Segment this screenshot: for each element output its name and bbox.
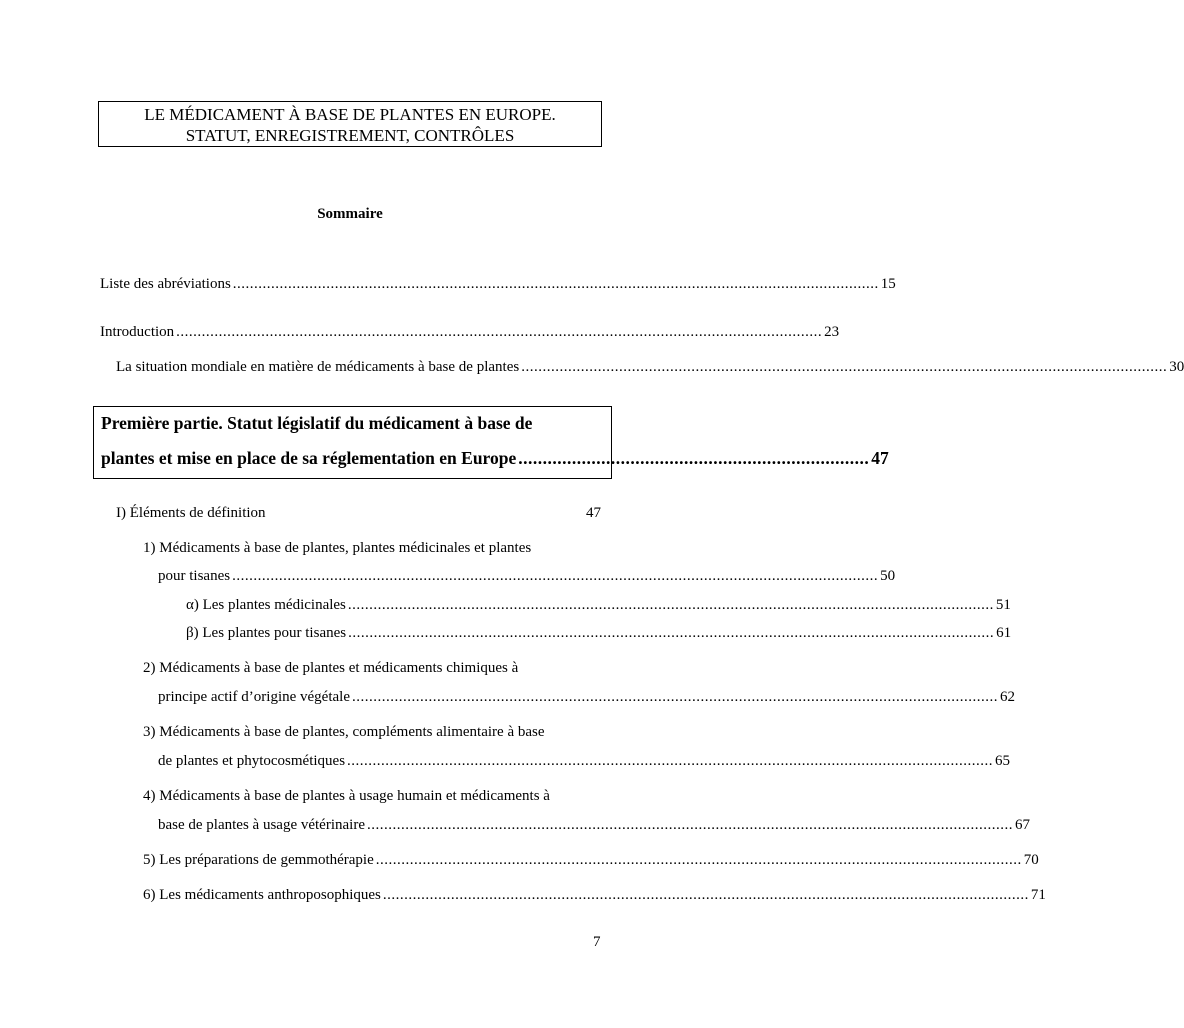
toc-entry-label: La situation mondiale en matière de médicaments à base de plantes <box>116 359 520 375</box>
toc-entry-world-situation[interactable] <box>116 359 1184 376</box>
leader-dots: ........................................................................................................................................................ <box>366 817 1013 833</box>
toc-entry-label: plantes et mise en place de sa réglementation en Europe <box>101 448 517 468</box>
toc-entry-label: base de plantes à usage vétérinaire <box>158 817 365 833</box>
leader-dots: ........................................................................................................................................................ <box>348 625 995 641</box>
toc-entry-3-line-2[interactable] <box>158 753 1011 770</box>
toc-entry-page: 71 <box>1030 887 1046 903</box>
toc-entry-1-beta[interactable] <box>186 625 1012 642</box>
leader-dots: ........................................................................................................................................................ <box>521 359 1168 375</box>
summary-heading: Sommaire <box>317 206 383 222</box>
toc-entry-label: 6) Les médicaments anthroposophiques <box>143 887 381 903</box>
toc-entry-label: Liste des abréviations <box>100 276 231 292</box>
leader-dots: ........................................................................................................................................................ <box>352 689 998 705</box>
leader-dots: ........................................................................................................................................................ <box>347 597 994 613</box>
toc-entry-page: 15 <box>880 276 896 292</box>
toc-entry-page: 47 <box>871 448 889 468</box>
toc-entry-label: I) Éléments de définition <box>116 505 266 521</box>
document-title-line-2: STATUT, ENREGISTREMENT, CONTRÔLES <box>185 126 515 145</box>
toc-entry-label: de plantes et phytocosmétiques <box>158 753 346 769</box>
part-one-box[interactable] <box>93 406 889 479</box>
toc-entry-label: 5) Les préparations de gemmothérapie <box>143 852 374 868</box>
toc-entry-label: Introduction <box>100 324 175 340</box>
toc-entry-5[interactable] <box>143 852 1039 869</box>
toc-entry-4-line-1[interactable]: 4) Médicaments à base de plantes à usage humain et médicaments à <box>143 788 550 804</box>
toc-entry-page: 47 <box>586 505 601 521</box>
toc-entry-label: principe actif d’origine végétale <box>158 689 350 705</box>
toc-entry-3-line-1[interactable]: 3) Médicaments à base de plantes, compléments alimentaire à base <box>143 724 545 740</box>
toc-entry-label: pour tisanes <box>158 568 231 584</box>
leader-dots: ........................................................................................................................................................ <box>382 887 1029 903</box>
toc-entry-page: 65 <box>995 753 1011 769</box>
toc-entry-label: β) Les plantes pour tisanes <box>186 625 347 641</box>
toc-entry-page: 67 <box>1014 817 1030 833</box>
leader-dots: ........................................................................................................................................................ <box>347 753 994 769</box>
part-one-title-line-1: Première partie. Statut législatif du médicament à base de <box>101 413 533 433</box>
leader-dots: ........................................................................ <box>518 448 870 468</box>
toc-entry-page: 62 <box>1000 689 1015 705</box>
leader-dots: ........................................................................................................................................................ <box>232 568 879 584</box>
leader-dots: ........................................................................................................................................................ <box>176 324 823 340</box>
toc-entry-4-line-2[interactable] <box>158 817 1030 834</box>
toc-entry-1-alpha[interactable] <box>186 597 1011 614</box>
toc-entry-abbreviations[interactable] <box>100 276 896 293</box>
toc-entry-page: 61 <box>996 625 1012 641</box>
page-number: 7 <box>593 934 601 950</box>
toc-entry-page: 23 <box>824 324 840 340</box>
toc-entry-page: 51 <box>995 597 1011 613</box>
toc-entry-section-1[interactable] <box>116 505 601 522</box>
toc-entry-label: α) Les plantes médicinales <box>186 597 346 613</box>
leader-dots: ........................................................................................................................................................ <box>232 276 879 292</box>
part-one-title-line-2 <box>101 448 889 469</box>
document-title-box <box>98 101 602 147</box>
document-title-line-1: LE MÉDICAMENT À BASE DE PLANTES EN EUROPE. <box>144 105 556 124</box>
toc-entry-introduction[interactable] <box>100 324 840 341</box>
toc-entry-1-line-1[interactable]: 1) Médicaments à base de plantes, plantes médicinales et plantes <box>143 540 532 556</box>
toc-entry-page: 30 <box>1169 359 1184 375</box>
toc-entry-2-line-2[interactable] <box>158 689 1015 706</box>
toc-entry-6[interactable] <box>143 887 1046 904</box>
leader-dots: ........................................................................................................................................................ <box>375 852 1022 868</box>
toc-entry-page: 50 <box>880 568 896 584</box>
toc-entry-1-line-2[interactable] <box>158 568 896 585</box>
toc-entry-page: 70 <box>1023 852 1039 868</box>
toc-entry-2-line-1[interactable]: 2) Médicaments à base de plantes et médicaments chimiques à <box>143 660 519 676</box>
